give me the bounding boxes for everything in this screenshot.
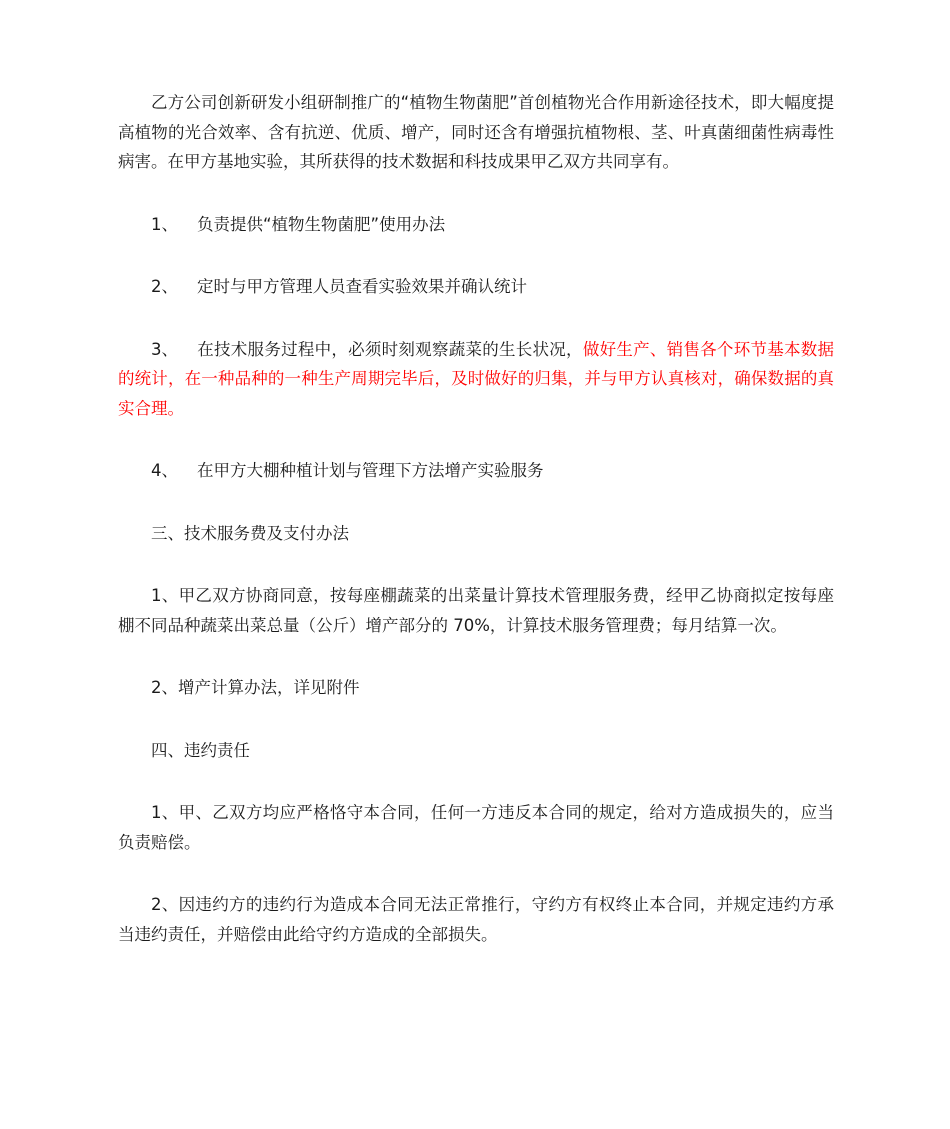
item-number: 4、 [151, 461, 178, 480]
service-item-4 [118, 456, 834, 486]
section-4-heading: 四、违约责任 [151, 740, 250, 760]
fee-clause-2: 2、增产计算办法，详见附件 [151, 678, 360, 697]
breach-clause-1: 1、甲、乙双方均应严格恪守本合同，任何一方违反本合同的规定，给对方造成损失的，应当负责赔偿。 [118, 803, 834, 852]
highlighted-text: 做好生产、销售各个环节基本数据的统计，在一种品种的一种生产周期完毕后，及时做好的归集，并与甲方认真核对，确保数据的真实合理。 [118, 339, 835, 418]
item-number: 3、 [151, 339, 178, 359]
item-text: 定时与甲方管理人员查看实验效果并确认统计 [197, 277, 527, 296]
service-item-1 [118, 210, 834, 240]
item-text: 在甲方大棚种植计划与管理下方法增产实验服务 [197, 461, 544, 480]
service-item-3 [118, 335, 834, 424]
section-3-heading: 三、技术服务费及支付办法 [151, 523, 349, 543]
item-number: 2、 [151, 277, 178, 296]
fee-clause-1: 1、甲乙双方协商同意，按每座棚蔬菜的出菜量计算技术管理服务费，经甲乙协商拟定按每座棚不同品种蔬菜出菜总量（公斤）增产部分的 70%，计算技术服务管理费；每月结算一次。 [118, 586, 834, 635]
service-item-2 [118, 272, 834, 302]
document-page [118, 88, 834, 949]
item-text: 在技术服务过程中，必须时刻观察蔬菜的生长状况， [197, 339, 583, 359]
intro-paragraph: 乙方公司创新研发小组研制推广的“植物生物菌肥”首创植物光合作用新途径技术，即大幅度提高植物的光合效率、含有抗逆、优质、增产，同时还含有增强抗植物根、茎、叶真菌细菌性病毒性病害。在甲方基地实验，其所获得的技术数据和科技成果甲乙双方共同享有。 [118, 93, 834, 171]
item-number: 1、 [151, 214, 178, 234]
item-text: 负责提供“植物生物菌肥”使用办法 [197, 214, 446, 234]
breach-clause-2: 2、因违约方的违约行为造成本合同无法正常推行，守约方有权终止本合同，并规定违约方承当违约责任，并赔偿由此给守约方造成的全部损失。 [118, 895, 834, 944]
